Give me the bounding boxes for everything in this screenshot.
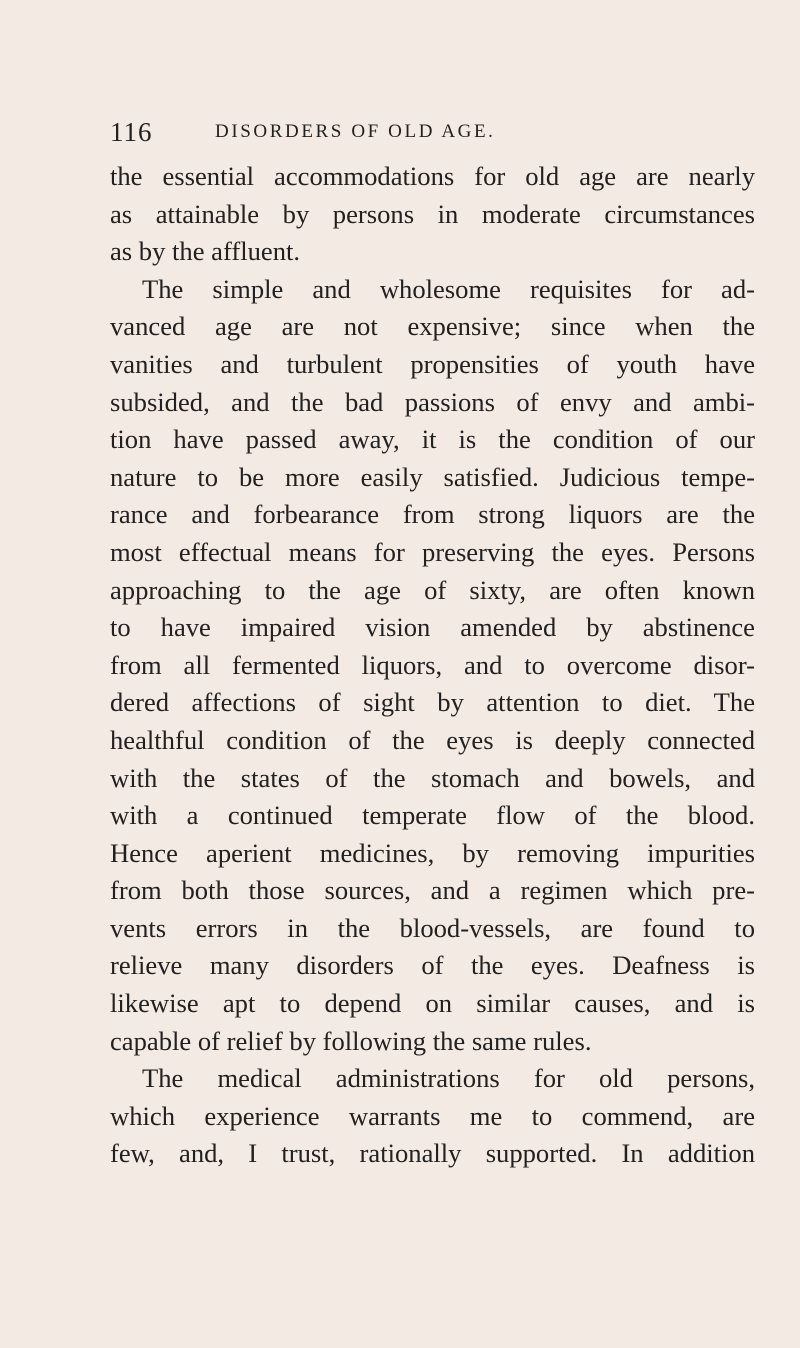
text-line: subsided, and the bad passions of envy and ambi-	[110, 386, 755, 417]
page-number: 116	[110, 117, 153, 147]
text-line: with the states of the stomach and bowels, and	[110, 762, 755, 793]
text-line: capable of relief by following the same rules.	[110, 1025, 592, 1056]
text-line: The simple and wholesome requisites for ad-	[142, 273, 755, 304]
text-line: to have impaired vision amended by abstinence	[110, 612, 755, 643]
text-line: Hence aperient medicines, by removing impurities	[110, 837, 755, 868]
text-line: which experience warrants me to commend, are	[110, 1100, 755, 1131]
text-line: vanced age are not expensive; since when the	[110, 311, 755, 342]
text-line: nature to be more easily satisfied. Judicious tempe-	[110, 461, 755, 492]
text-line: tion have passed away, it is the condition of our	[110, 424, 755, 455]
text-line: the essential accommodations for old age are nearly	[110, 161, 755, 191]
text-line: from all fermented liquors, and to overcome disor-	[110, 649, 755, 680]
running-title: DISORDERS OF OLD AGE.	[215, 121, 496, 142]
text-line: most effectual means for preserving the eyes. Persons	[110, 536, 755, 567]
body-text	[110, 158, 755, 1173]
text-line: as attainable by persons in moderate circumstances	[110, 198, 755, 229]
text-line: The medical administrations for old persons,	[142, 1063, 755, 1094]
running-head	[110, 117, 750, 147]
text-line: with a continued temperate flow of the blood.	[110, 800, 755, 831]
text-line: from both those sources, and a regimen which pre-	[110, 875, 755, 906]
text-line: likewise apt to depend on similar causes, and is	[110, 988, 755, 1019]
text-line: dered affections of sight by attention to diet. The	[110, 687, 755, 718]
text-line: vanities and turbulent propensities of youth have	[110, 348, 755, 379]
text-line: few, and, I trust, rationally supported. In addition	[110, 1138, 755, 1169]
text-line: approaching to the age of sixty, are often known	[110, 574, 755, 605]
text-line: vents errors in the blood-vessels, are found to	[110, 912, 755, 943]
text-line: healthful condition of the eyes is deeply connected	[110, 724, 755, 755]
text-line: as by the affluent.	[110, 236, 301, 267]
text-line: rance and forbearance from strong liquors are the	[110, 499, 755, 530]
text-line: relieve many disorders of the eyes. Deafness is	[110, 950, 755, 981]
